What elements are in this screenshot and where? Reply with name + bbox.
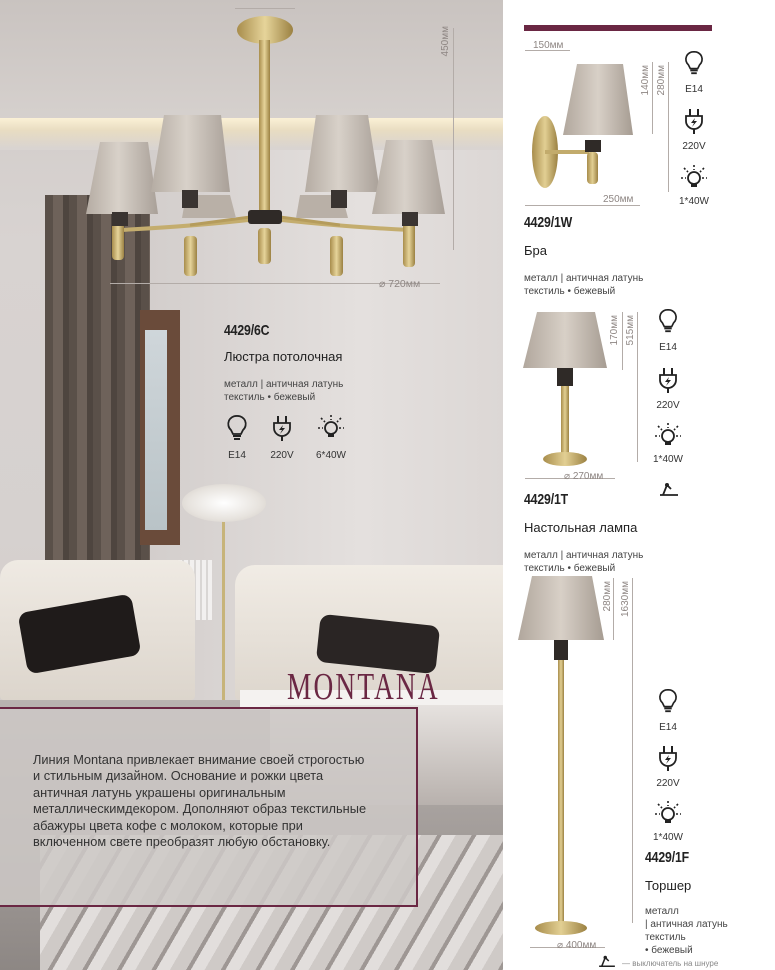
table-diam-value: 270мм <box>572 471 604 482</box>
product-name: Бра <box>524 243 547 258</box>
socket-label: E14 <box>228 450 246 461</box>
material-line-2: текстиль • бежевый <box>524 286 616 297</box>
floor-voltage-label: 220V <box>656 778 680 789</box>
voltage-label: 220V <box>270 450 294 461</box>
table-total-dim: 515мм <box>625 315 636 346</box>
table-lamp-illustration <box>515 306 615 471</box>
sconce-illustration <box>525 40 655 200</box>
sconce-shade-dim: 140мм <box>640 65 651 96</box>
table-socket-spec <box>656 308 680 353</box>
material-line-1: металл <box>645 906 679 917</box>
floor-shade-dim: 280мм <box>602 581 613 612</box>
sconce-voltage-label: 220V <box>682 141 706 152</box>
table-shade-dim: 170мм <box>609 315 620 346</box>
floor-total-dim-line <box>632 578 633 923</box>
switch-icon <box>596 954 618 968</box>
power-spec <box>314 414 348 461</box>
material-line-2: текстиль • бежевый <box>224 392 316 403</box>
light-icon <box>654 800 682 828</box>
dim-height-label: 450мм <box>440 26 451 57</box>
plug-icon <box>655 366 681 394</box>
floor-lamp-globe <box>182 484 266 522</box>
floor-lamp-pole <box>222 520 225 700</box>
floor-diam-value: 400мм <box>565 940 597 951</box>
floor-power-label: 1*40W <box>652 832 683 843</box>
table-shade-dim-line <box>622 312 623 370</box>
floor-voltage-spec <box>652 744 684 789</box>
material-line-1: металл | античная латунь <box>524 550 644 561</box>
window-glass <box>145 330 167 530</box>
bulb-icon <box>657 688 679 714</box>
socket-spec <box>226 414 248 461</box>
bulb-icon <box>657 308 679 334</box>
chandelier-info <box>224 322 343 404</box>
bulb-icon <box>226 414 248 442</box>
bulb-icon <box>683 50 705 76</box>
table-voltage-spec <box>652 366 684 411</box>
sconce-socket-label: E14 <box>685 84 703 95</box>
floor-socket-label: E14 <box>659 722 677 733</box>
plug-icon <box>269 414 295 442</box>
floor-power-spec <box>648 800 688 843</box>
switch-icon <box>657 481 681 497</box>
dim-top-line <box>235 8 295 9</box>
floor-shade-dim-line <box>613 578 614 640</box>
sconce-power-label: 1*40W <box>678 196 709 207</box>
power-label: 6*40W <box>315 450 346 461</box>
sconce-depth-dim-line <box>525 205 640 206</box>
collection-description: Линия Montana привлекает внимание своей строгостью и стильным дизайном. Основание и рожки цвета античная латунь украшены оригинальным металлическимдекором. Дополняют образ текстильные абажуры цвета кофе с молоком, которые при включенном свете преобразят любую обстановку. <box>33 752 367 850</box>
table-socket-label: E14 <box>659 342 677 353</box>
sconce-total-dim-line <box>668 62 669 192</box>
material-line-1: металл | античная латунь <box>524 273 644 284</box>
product-code: 4429/1W <box>524 214 573 231</box>
dim-height-line <box>453 28 454 250</box>
floor-diam-dim: ⌀ 400мм <box>557 940 597 951</box>
sconce-total-dim: 280мм <box>656 65 667 96</box>
light-icon <box>317 414 345 442</box>
dim-diameter-label: ⌀ 720мм <box>379 278 421 290</box>
material-line-4: • бежевый <box>645 945 693 956</box>
floor-lamp-illustration <box>510 572 620 942</box>
product-name: Торшер <box>645 878 692 893</box>
table-lamp-info <box>524 491 643 575</box>
sconce-info <box>524 214 643 298</box>
switch-footnote: — выключатель на шнуре <box>622 959 719 968</box>
collection-title: MONTANA <box>287 666 440 708</box>
light-icon <box>680 164 708 192</box>
table-voltage-label: 220V <box>656 400 680 411</box>
material-line-1: металл | античная латунь <box>224 379 344 390</box>
floor-socket-spec <box>656 688 680 733</box>
sconce-socket-spec <box>682 50 706 95</box>
material-line-2: | античная латунь <box>645 919 728 930</box>
floor-total-dim: 1630мм <box>620 581 631 617</box>
light-icon <box>654 422 682 450</box>
plug-icon <box>681 107 707 135</box>
chandelier-illustration <box>0 0 503 300</box>
plug-icon <box>655 744 681 772</box>
table-diam-dim: ⌀ 270мм <box>564 471 604 482</box>
sconce-top-dim: 150мм <box>533 40 564 51</box>
product-code: 4429/6C <box>224 322 270 339</box>
sconce-power-spec <box>674 164 714 207</box>
product-code: 4429/1T <box>524 491 568 508</box>
floor-lamp-info <box>645 849 728 957</box>
product-name: Люстра потолочная <box>224 349 343 364</box>
table-power-label: 1*40W <box>652 454 683 465</box>
sconce-shade-dim-line <box>652 62 653 134</box>
product-name: Настольная лампа <box>524 520 638 535</box>
material-line-2: текстиль • бежевый <box>524 563 616 574</box>
table-total-dim-line <box>637 312 638 462</box>
sconce-depth-dim: 250мм <box>603 194 634 205</box>
material-line-3: текстиль <box>645 932 686 943</box>
header-rule <box>524 25 712 31</box>
sconce-voltage-spec <box>678 107 710 152</box>
table-power-spec <box>648 422 688 465</box>
product-code: 4429/1F <box>645 849 689 866</box>
dim-diameter-value: 720мм <box>388 278 421 290</box>
voltage-spec <box>269 414 295 461</box>
